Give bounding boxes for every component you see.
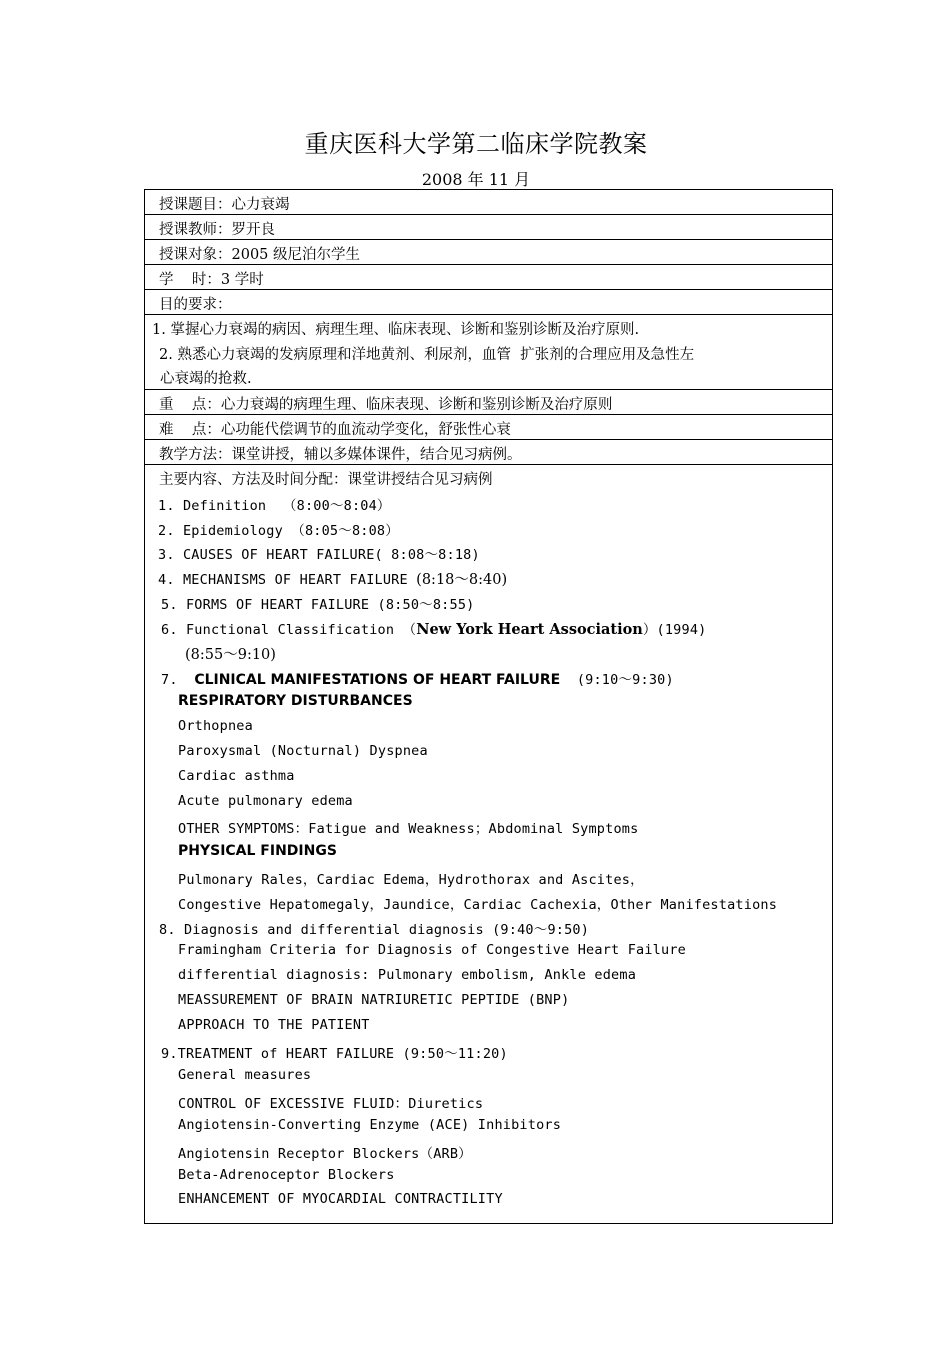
row-hours <box>145 265 832 290</box>
item-mechanisms-time: (8:18～8:40) <box>416 572 508 588</box>
item-mechanisms <box>158 568 507 589</box>
goal-1: 1. 掌握心力衰竭的病因、病理生理、临床表现、诊断和鉴别诊断及治疗原则. <box>152 322 640 338</box>
item-forms: 5. FORMS OF HEART FAILURE (8:50～8:55) <box>161 597 475 613</box>
item-fc-time: (8:55～9:10) <box>185 647 276 663</box>
item-causes: 3. CAUSES OF HEART FAILURE( 8:08～8:18) <box>158 547 480 563</box>
treat-contractility: ENHANCEMENT OF MYOCARDIAL CONTRACTILITY <box>178 1191 503 1207</box>
treat-diuretics: CONTROL OF EXCESSIVE FLUID：Diuretics <box>178 1096 484 1112</box>
row-difficult-points <box>145 415 832 440</box>
diag-framingham: Framingham Criteria for Diagnosis of Congestive Heart Failure <box>178 942 686 958</box>
item-fc-nyha: New York Heart Association <box>416 621 643 638</box>
item-fc-year: ）(1994) <box>642 622 707 638</box>
heading-physical-findings: PHYSICAL FINDINGS <box>178 843 337 859</box>
row-teacher <box>145 215 832 240</box>
resp-cardiac-asthma: Cardiac asthma <box>178 768 295 784</box>
treat-beta-blockers: Beta-Adrenoceptor Blockers <box>178 1167 395 1183</box>
audience-text: 授课对象：2005 级尼泊尔学生 <box>159 247 361 263</box>
content-heading: 主要内容、方法及时间分配：课堂讲授结合见习病例 <box>159 472 493 488</box>
heading-respiratory: RESPIRATORY DISTURBANCES <box>178 693 413 709</box>
item-cm-number: 7. <box>161 672 195 688</box>
document-date: 2008 年 11 月 <box>421 170 531 189</box>
row-goals <box>145 315 832 390</box>
row-method <box>145 440 832 465</box>
item-cm-time: (9:10～9:30) <box>560 672 674 688</box>
resp-orthopnea: Orthopnea <box>178 718 253 734</box>
item-treatment: 9.TREATMENT of HEART FAILURE (9:50～11:20) <box>161 1046 508 1062</box>
document-title: 重庆医科大学第二临床学院教案 <box>304 130 648 158</box>
resp-pnd: Paroxysmal (Nocturnal) Dyspnea <box>178 743 428 759</box>
row-goals-label <box>145 290 832 315</box>
diag-differential: differential diagnosis: Pulmonary embolism, Ankle edema <box>178 967 637 983</box>
item-mechanisms-label: 4. MECHANISMS OF HEART FAILURE <box>158 572 417 588</box>
item-diagnosis: 8. Diagnosis and differential diagnosis (9:40～9:50) <box>159 922 590 938</box>
row-topic <box>145 190 832 215</box>
goal-2-line-2: 心衰竭的抢救. <box>160 371 252 387</box>
method-text: 教学方法：课堂讲授，辅以多媒体课件，结合见习病例。 <box>159 447 522 463</box>
resp-other-symptoms: OTHER SYMPTOMS：Fatigue and Weakness；Abdominal Symptoms <box>178 821 639 837</box>
hours-text: 学 时：3 学时 <box>159 272 264 288</box>
difficult-points-text: 难 点：心功能代偿调节的血流动学变化，舒张性心衰 <box>159 422 511 438</box>
row-key-points <box>145 390 832 415</box>
goal-2-line-1: 2. 熟悉心力衰竭的发病原理和洋地黄剂、利尿剂，血管 扩张剂的合理应用及急性左 <box>159 347 695 363</box>
main-content-section <box>145 465 832 1220</box>
treat-general: General measures <box>178 1067 312 1083</box>
resp-pulmonary-edema: Acute pulmonary edema <box>178 793 353 809</box>
physical-line-1: Pulmonary Rales，Cardiac Edema，Hydrothorax and Ascites， <box>178 872 644 888</box>
key-points-text: 重 点：心力衰竭的病理生理、临床表现、诊断和鉴别诊断及治疗原则 <box>159 397 613 413</box>
topic-text: 授课题目：心力衰竭 <box>159 197 290 213</box>
treat-ace: Angiotensin-Converting Enzyme (ACE) Inhibitors <box>178 1117 562 1133</box>
physical-line-2: Congestive Hepatomegaly，Jaundice，Cardiac Cachexia，Other Manifestations <box>178 897 778 913</box>
goals-label: 目的要求： <box>159 297 232 313</box>
row-audience <box>145 240 832 265</box>
lesson-plan-table <box>144 189 833 1224</box>
diag-approach: APPROACH TO THE PATIENT <box>178 1017 370 1033</box>
item-epidemiology: 2. Epidemiology （8:05～8:08） <box>158 523 399 539</box>
diag-bnp: MEASSUREMENT OF BRAIN NATRIURETIC PEPTIDE (BNP) <box>178 992 570 1008</box>
item-cm-title: CLINICAL MANIFESTATIONS OF HEART FAILURE <box>194 672 561 688</box>
item-definition: 1. Definition （8:00～8:04） <box>158 498 391 514</box>
teacher-text: 授课教师：罗开良 <box>159 222 275 238</box>
treat-arb: Angiotensin Receptor Blockers（ARB） <box>178 1146 472 1162</box>
item-clinical-manifestations <box>161 668 674 688</box>
item-fc-label: 6. Functional Classification （ <box>161 622 417 638</box>
item-functional-classification <box>161 618 707 638</box>
